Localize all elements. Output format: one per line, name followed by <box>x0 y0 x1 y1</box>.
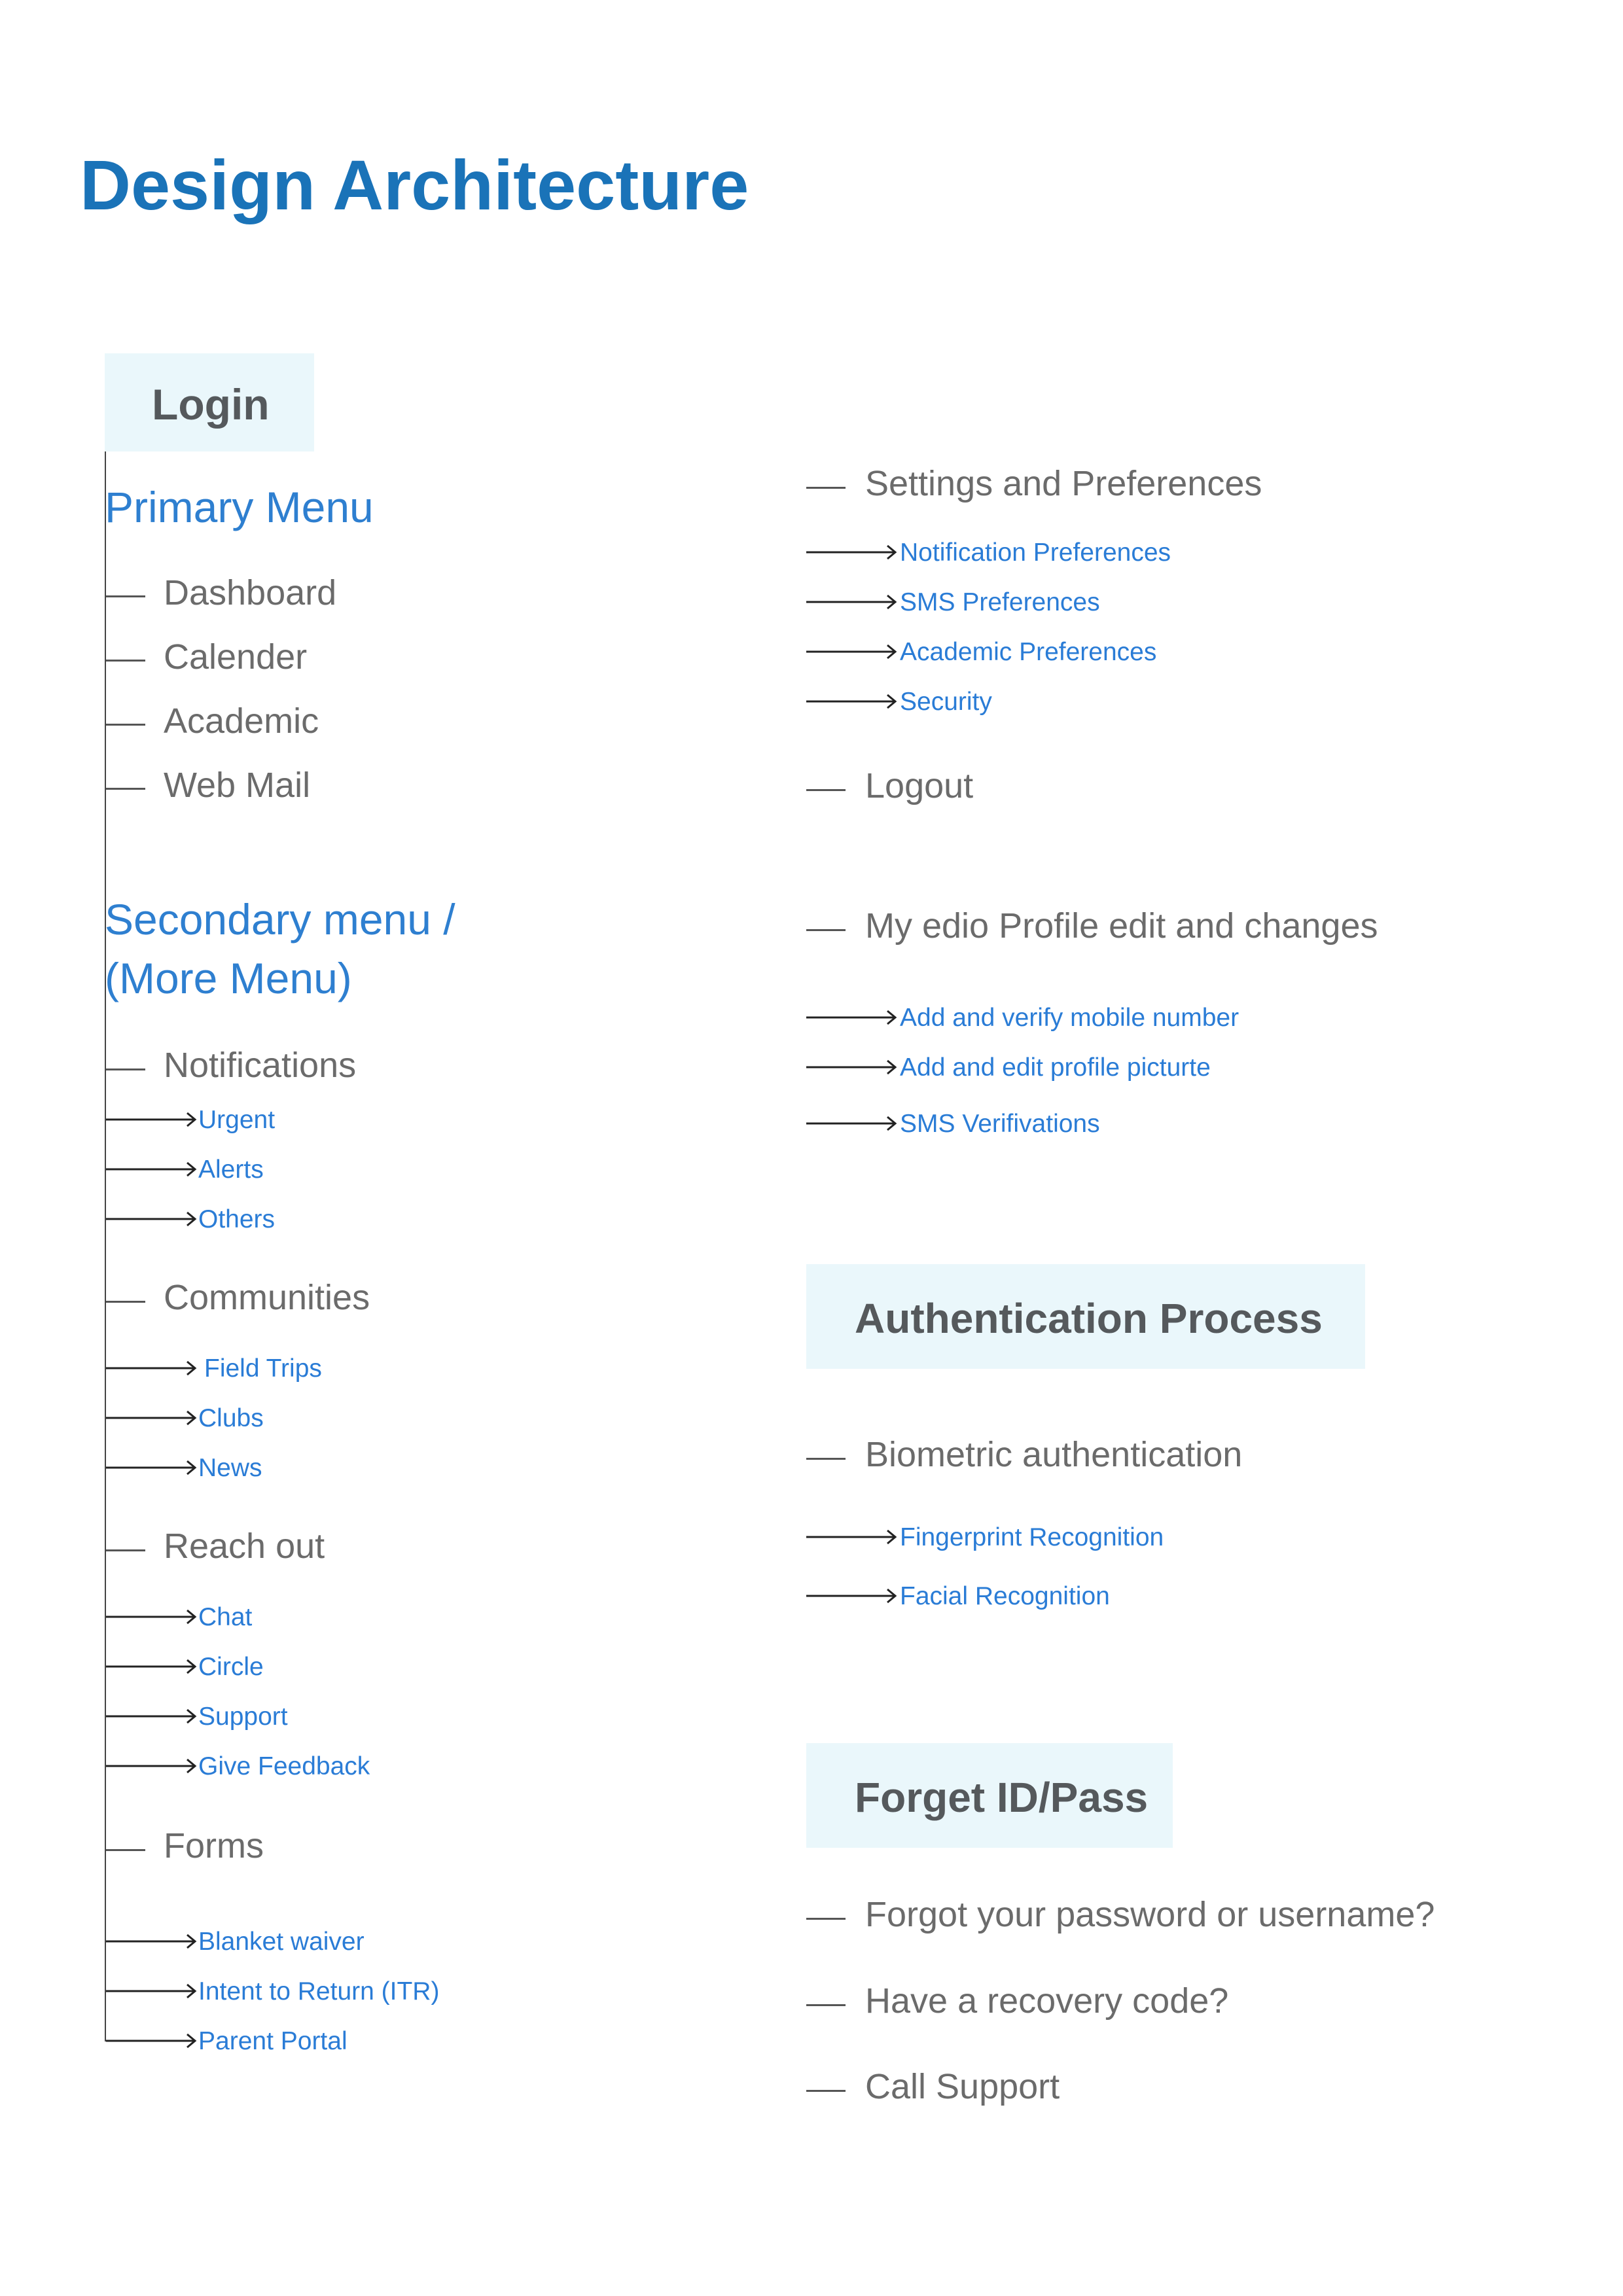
sub-item-profile-picture[interactable]: Add and edit profile picturte <box>900 1053 1211 1082</box>
sub-item-blanket-waiver[interactable]: Blanket waiver <box>198 1928 365 1956</box>
arrow-icon <box>106 1933 198 1950</box>
dash <box>806 789 846 791</box>
arrow-icon <box>806 1009 898 1026</box>
dash <box>806 487 846 489</box>
menu-item-call-support[interactable]: Call Support <box>865 2067 1060 2106</box>
sub-item-security[interactable]: Security <box>900 688 992 716</box>
menu-item-academic[interactable]: Academic <box>164 701 319 741</box>
arrow-icon <box>806 643 898 660</box>
arrow-icon <box>106 1409 198 1426</box>
secondary-menu-heading-line1: Secondary menu / <box>105 895 455 944</box>
menu-item-reach-out[interactable]: Reach out <box>164 1527 325 1566</box>
arrow-icon <box>106 1658 198 1675</box>
arrow-icon <box>806 1059 898 1076</box>
sub-item-alerts[interactable]: Alerts <box>198 1156 264 1184</box>
forget-box[interactable] <box>806 1743 1173 1848</box>
sub-item-field-trips[interactable]: Field Trips <box>204 1354 322 1383</box>
arrow-icon <box>806 593 898 610</box>
menu-item-calender[interactable]: Calender <box>164 637 308 677</box>
dash <box>106 788 145 790</box>
arrow-icon <box>806 1528 898 1545</box>
sub-item-news[interactable]: News <box>198 1454 262 1482</box>
menu-item-notifications[interactable]: Notifications <box>164 1046 357 1085</box>
menu-item-dashboard[interactable]: Dashboard <box>164 573 337 612</box>
sub-item-circle[interactable]: Circle <box>198 1653 264 1681</box>
sub-item-fingerprint[interactable]: Fingerprint Recognition <box>900 1523 1164 1551</box>
menu-item-recovery-code[interactable]: Have a recovery code? <box>865 1981 1229 2021</box>
menu-item-forms[interactable]: Forms <box>164 1826 264 1865</box>
login-label: Login <box>152 380 270 429</box>
secondary-menu-heading-line2: (More Menu) <box>105 954 352 1002</box>
sub-item-intent-to-return[interactable]: Intent to Return (ITR) <box>198 1977 440 2005</box>
sub-item-clubs[interactable]: Clubs <box>198 1404 264 1432</box>
sub-item-sms-preferences[interactable]: SMS Preferences <box>900 588 1100 616</box>
arrow-icon <box>806 1115 898 1132</box>
dash <box>106 1549 145 1551</box>
menu-item-communities[interactable]: Communities <box>164 1278 370 1317</box>
authentication-box[interactable] <box>806 1264 1365 1369</box>
arrow-icon <box>106 1210 198 1227</box>
arrow-icon <box>106 2032 198 2049</box>
dash <box>806 2090 846 2092</box>
forget-heading: Forget ID/Pass <box>855 1774 1149 1821</box>
sub-item-parent-portal[interactable]: Parent Portal <box>198 2027 348 2055</box>
dash <box>106 1301 145 1303</box>
menu-item-web-mail[interactable]: Web Mail <box>164 766 311 805</box>
menu-item-biometric[interactable]: Biometric authentication <box>865 1435 1243 1474</box>
page-title: Design Architecture <box>80 145 749 224</box>
arrow-icon <box>806 544 898 561</box>
menu-item-profile[interactable]: My edio Profile edit and changes <box>865 906 1378 945</box>
arrow-icon <box>106 1708 198 1725</box>
sub-item-facial[interactable]: Facial Recognition <box>900 1582 1110 1610</box>
dash <box>806 1458 846 1460</box>
sub-item-notification-preferences[interactable]: Notification Preferences <box>900 539 1171 567</box>
dash <box>806 2004 846 2006</box>
sub-item-sms-verifications[interactable]: SMS Verifivations <box>900 1110 1100 1138</box>
sub-item-others[interactable]: Others <box>198 1205 276 1233</box>
primary-menu-heading: Primary Menu <box>105 483 374 531</box>
arrow-icon <box>106 1360 198 1377</box>
arrow-icon <box>106 1608 198 1625</box>
arrow-icon <box>106 1983 198 2000</box>
left-tree-line <box>105 353 106 2041</box>
dash <box>806 929 846 931</box>
login-box[interactable] <box>105 353 314 451</box>
sub-item-support[interactable]: Support <box>198 1703 288 1731</box>
arrow-icon <box>106 1757 198 1775</box>
dash <box>806 1918 846 1920</box>
dash <box>106 1849 145 1851</box>
dash <box>106 595 145 597</box>
arrow-icon <box>106 1161 198 1178</box>
authentication-heading: Authentication Process <box>855 1295 1323 1342</box>
sub-item-academic-preferences[interactable]: Academic Preferences <box>900 638 1157 666</box>
sub-item-chat[interactable]: Chat <box>198 1603 253 1631</box>
arrow-icon <box>806 1587 898 1604</box>
arrow-icon <box>106 1111 198 1128</box>
menu-item-logout[interactable]: Logout <box>865 766 974 805</box>
dash <box>106 1069 145 1070</box>
sub-item-add-mobile[interactable]: Add and verify mobile number <box>900 1004 1240 1032</box>
menu-item-forgot-password[interactable]: Forgot your password or username? <box>865 1895 1435 1934</box>
sub-item-urgent[interactable]: Urgent <box>198 1106 276 1134</box>
dash <box>106 660 145 662</box>
sub-item-give-feedback[interactable]: Give Feedback <box>198 1752 370 1780</box>
arrow-icon <box>806 693 898 710</box>
menu-item-settings[interactable]: Settings and Preferences <box>865 464 1262 503</box>
arrow-icon <box>106 1459 198 1476</box>
dash <box>106 724 145 726</box>
